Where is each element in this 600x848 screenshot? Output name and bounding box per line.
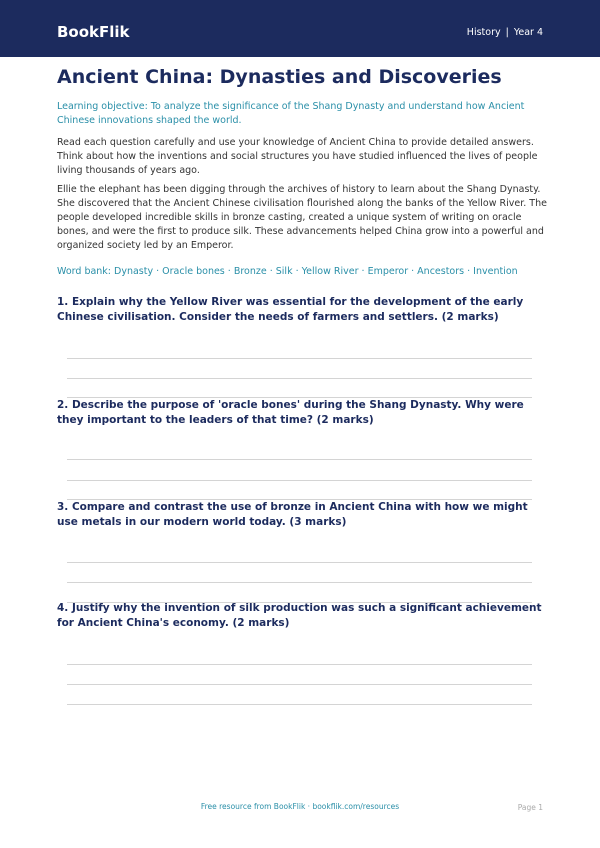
answer-line[interactable] (67, 562, 532, 563)
question-3: 3. Compare and contrast the use of bronze in Ancient China with how we might use metals in our modern world today. (3 marks) (57, 501, 528, 528)
answer-line[interactable] (67, 459, 532, 460)
answer-line[interactable] (67, 704, 532, 705)
story-paragraph: Ellie the elephant has been digging through the archives of history to learn about the Shang Dynasty. She discovered that the Ancient Chinese civilisation flourished along the banks of the Yellow River. The people developed incredible skills in bronze casting, created a unique system of writing on oracle bones, and were the first to produce silk. These advancements helped China grow into a powerful and organized society led by an Emperor. (57, 184, 547, 251)
instructions-paragraph: Read each question carefully and use your knowledge of Ancient China to provide detailed answers. Think about how the inventions and social structures you have studied influenced the lives of people living thousands of years ago. (57, 137, 538, 176)
page-title: Ancient China: Dynasties and Discoveries (57, 66, 502, 88)
answer-line[interactable] (67, 684, 532, 685)
answer-line[interactable] (67, 480, 532, 481)
header-bar (0, 0, 600, 57)
page-number: Page 1 (517, 803, 543, 812)
separator: | (505, 27, 509, 38)
footer-credit[interactable]: Free resource from BookFlik · bookflik.com/resources (200, 802, 400, 811)
word-bank: Word bank: Dynasty · Oracle bones · Bronze · Silk · Yellow River · Emperor · Ancestors · Invention (57, 266, 518, 277)
answer-line[interactable] (67, 378, 532, 379)
answer-line[interactable] (67, 664, 532, 665)
subject-label: History (466, 27, 501, 38)
question-2: 2. Describe the purpose of 'oracle bones' during the Shang Dynasty. Why were they important to the leaders of that time? (2 marks) (57, 399, 524, 426)
question-4: 4. Justify why the invention of silk production was such a significant achievement for Ancient China's economy. (2 marks) (57, 602, 542, 629)
answer-line[interactable] (67, 582, 532, 583)
question-1: 1. Explain why the Yellow River was essential for the development of the early Chinese civilisation. Consider the needs of farmers and settlers. (2 marks) (57, 296, 524, 323)
brand-logo: BookFlik (57, 23, 130, 41)
answer-line[interactable] (67, 358, 532, 359)
course-label (467, 26, 543, 40)
learning-objective: Learning objective: To analyze the significance of the Shang Dynasty and understand how Ancient Chinese innovations shaped the world. (57, 101, 525, 126)
year-label: Year 4 (513, 27, 543, 38)
